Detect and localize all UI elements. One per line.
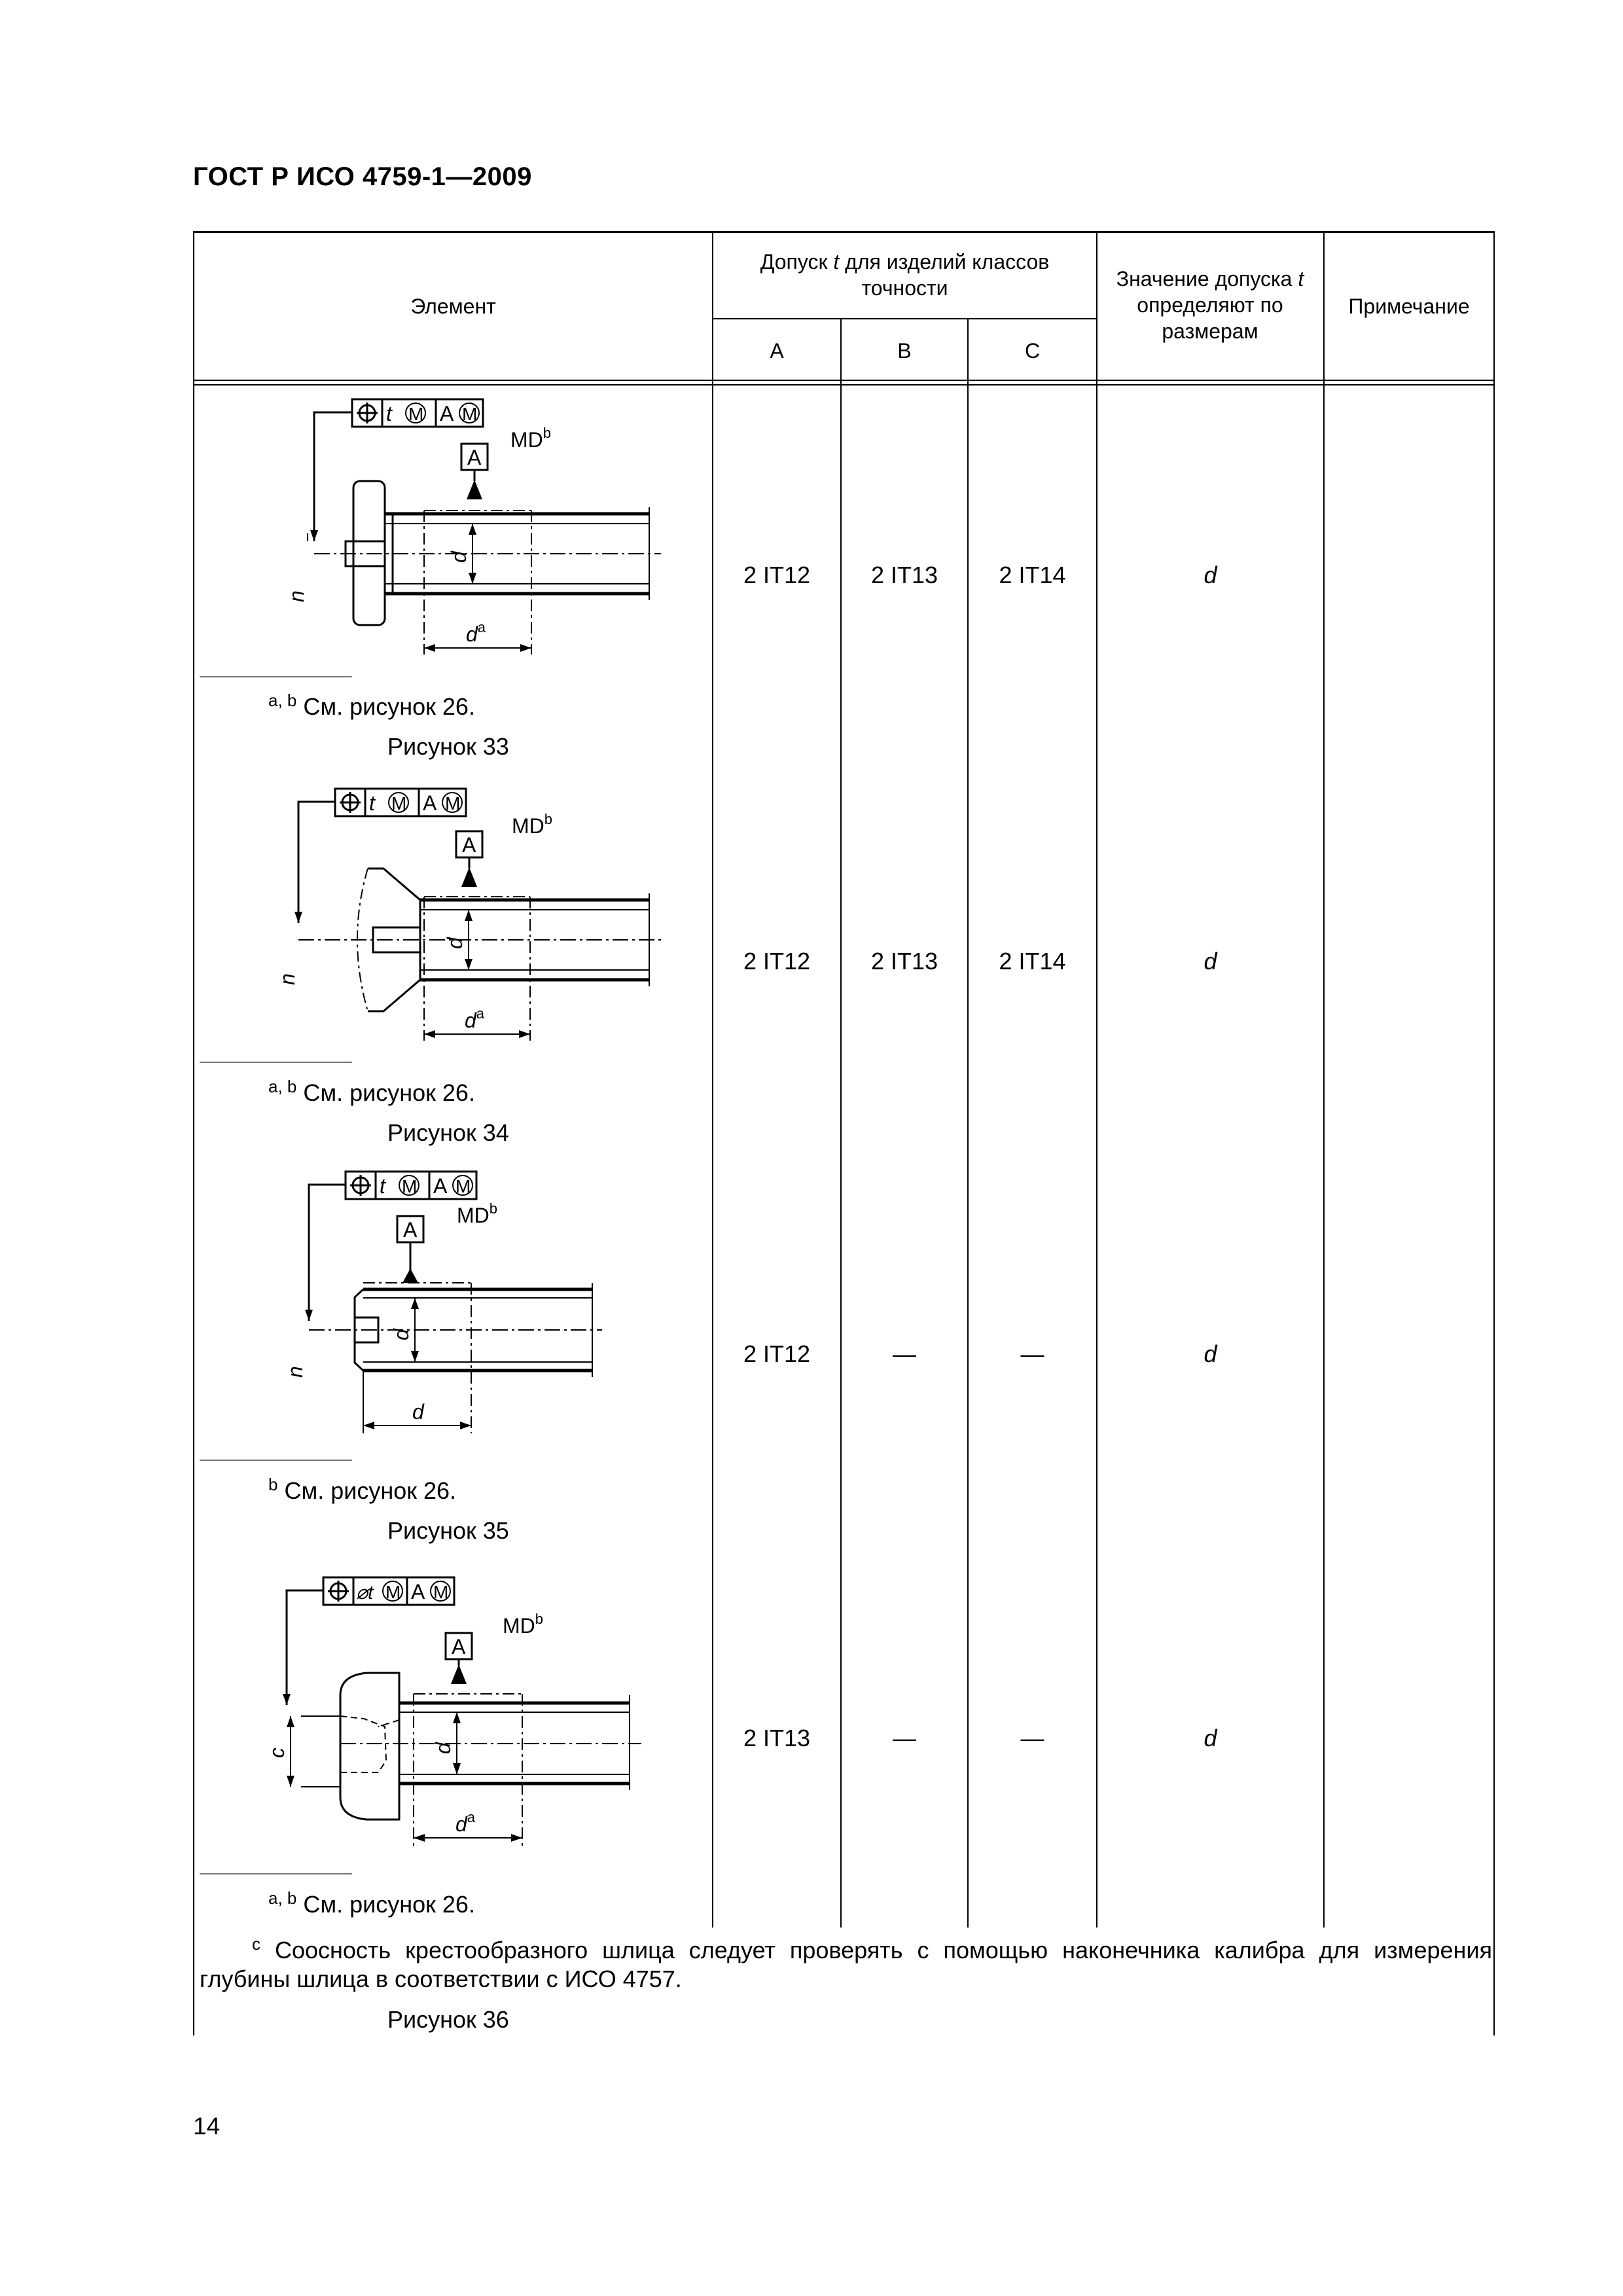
figure-34-footnote: $^{a, b}$ См. рисунок 26. <box>268 1077 475 1106</box>
svg-text:M: M <box>462 404 478 424</box>
header-inner-border <box>712 318 1097 319</box>
figure-33-md-label: $MD^b$ <box>510 425 552 452</box>
figure-33-caption: Рисунок 33 <box>387 733 509 760</box>
figure-34-dim-side: d <box>443 937 467 949</box>
row1-class-b: 2 IT13 <box>870 562 938 588</box>
page-number: 14 <box>193 2113 221 2140</box>
figure-33-drawing <box>275 389 668 671</box>
header-note: Примечание <box>1348 295 1470 318</box>
figure-36-dim-side: d <box>431 1742 455 1754</box>
svg-text:M: M <box>385 1582 401 1602</box>
figure-33-footnote-rule <box>200 676 352 677</box>
figure-34-frame-t: t <box>369 791 375 815</box>
row3-dimension: d <box>1204 1340 1217 1367</box>
figure-36-dim-bottom: $d^a$ <box>455 1809 476 1836</box>
figure-34-dim-n: n <box>276 973 299 985</box>
figure-35-dim-bottom: d <box>412 1400 424 1424</box>
table-left-border <box>193 231 194 2036</box>
header-tolerance: Допуск t для изделий классов точности <box>760 250 1050 300</box>
figure-35-drawing <box>275 1158 668 1440</box>
figure-33-dim-side: d <box>447 551 471 563</box>
svg-text:M: M <box>455 1176 471 1196</box>
header-bottom-border <box>193 380 1494 381</box>
figure-36-drawing <box>262 1564 668 1852</box>
header-value: Значение допуска t определяют по размерам <box>1116 267 1304 343</box>
header-double-border <box>193 384 1494 386</box>
figure-36-datum-label: A <box>452 1635 466 1659</box>
table-right-border <box>1493 231 1495 2036</box>
figure-35-caption: Рисунок 35 <box>387 1517 509 1544</box>
figure-36-md-label: $MD^b$ <box>503 1611 544 1638</box>
svg-text:M: M <box>402 1176 418 1196</box>
figure-35-footnote: $^b$ См. рисунок 26. <box>268 1475 457 1504</box>
row4-dimension: d <box>1204 1725 1217 1751</box>
col-divider-2 <box>840 318 842 1928</box>
svg-text:M: M <box>391 793 407 814</box>
figure-34-datum-label: A <box>462 833 476 857</box>
row2-class-a: 2 IT12 <box>743 948 811 975</box>
table-top-border <box>193 231 1494 233</box>
row3-class-b: — <box>893 1340 916 1367</box>
figure-36-frame-t: ⌀t <box>356 1582 374 1604</box>
figure-34-frame-datum: A <box>423 791 437 815</box>
figure-35-footnote-rule <box>200 1460 352 1461</box>
figure-33-footnote: $^{a, b}$ См. рисунок 26. <box>268 691 475 720</box>
figure-33-frame-t: t <box>386 402 392 425</box>
figure-36-footnote-rule <box>200 1873 352 1874</box>
col-divider-1 <box>712 231 713 1928</box>
figure-33-frame-datum: A <box>440 402 454 425</box>
row3-class-c: — <box>1020 1340 1044 1367</box>
coaxiality-note: $^c$ Соосность крестообразного шлица следует проверять с помощью наконечника калибра для измерения глубины шлица в соответствии с ИСО 4757. <box>200 1934 1492 1992</box>
figure-35-frame-t: t <box>380 1174 385 1198</box>
row1-dimension: d <box>1204 562 1217 588</box>
svg-text:M: M <box>408 404 424 424</box>
col-divider-4 <box>1096 231 1097 1928</box>
figure-36-frame-datum: A <box>411 1580 425 1604</box>
figure-34-md-label: $MD^b$ <box>512 811 553 838</box>
header-class-c: C <box>1024 339 1041 363</box>
col-divider-3 <box>967 318 969 1928</box>
svg-text:M: M <box>433 1582 449 1602</box>
figure-36-caption: Рисунок 36 <box>387 2006 509 2033</box>
header-element: Элемент <box>410 295 496 318</box>
figure-34-footnote-rule <box>200 1062 352 1063</box>
figure-35-dim-side: d <box>389 1329 413 1340</box>
figure-33-dim-bottom: $d^a$ <box>466 619 486 646</box>
figure-34-dim-bottom: $d^a$ <box>465 1005 485 1032</box>
figure-36-dim-c: c <box>265 1748 289 1758</box>
figure-33-dim-n: n <box>285 590 308 602</box>
header-class-b: B <box>897 339 912 363</box>
row2-dimension: d <box>1204 948 1217 975</box>
figure-34-caption: Рисунок 34 <box>387 1119 509 1146</box>
row4-class-a: 2 IT13 <box>743 1725 811 1751</box>
row4-class-c: — <box>1020 1725 1044 1751</box>
row2-class-c: 2 IT14 <box>999 948 1066 975</box>
row1-class-c: 2 IT14 <box>999 562 1066 588</box>
row4-class-b: — <box>893 1725 916 1751</box>
figure-34-drawing <box>275 776 668 1057</box>
figure-36-footnote: $^{a, b}$ См. рисунок 26. <box>268 1888 475 1918</box>
figure-33-datum-label: A <box>467 446 482 469</box>
svg-text:M: M <box>445 793 461 814</box>
figure-35-dim-n: n <box>283 1366 307 1378</box>
figure-35-datum-label: A <box>403 1218 418 1242</box>
figure-35-frame-datum: A <box>433 1174 448 1198</box>
col-divider-5 <box>1323 231 1325 1928</box>
figure-35-md-label: $MD^b$ <box>457 1200 498 1227</box>
row1-class-a: 2 IT12 <box>743 562 811 588</box>
row3-class-a: 2 IT12 <box>743 1340 811 1367</box>
standard-title: ГОСТ Р ИСО 4759-1—2009 <box>193 162 532 191</box>
row2-class-b: 2 IT13 <box>870 948 938 975</box>
header-class-a: A <box>770 339 784 363</box>
